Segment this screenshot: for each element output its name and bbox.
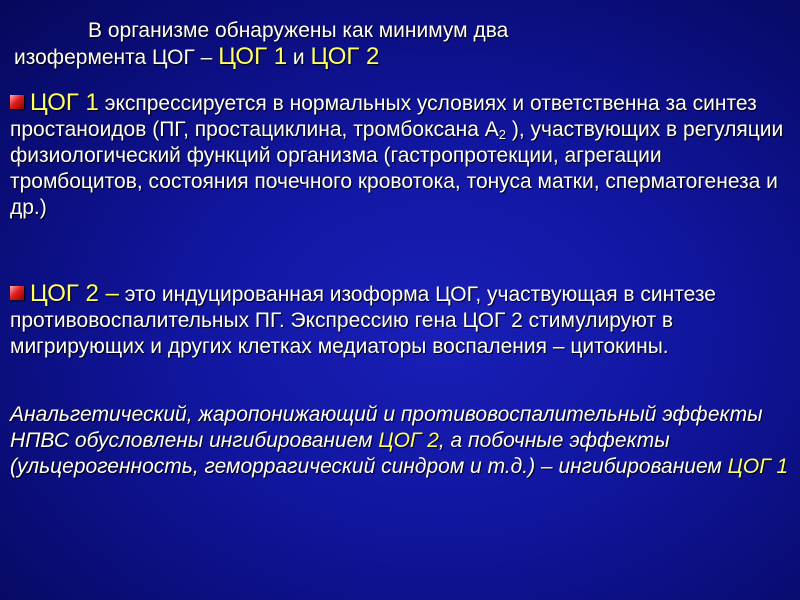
intro-prefix: изофермента ЦОГ – <box>14 46 219 69</box>
conclusion-cog2: ЦОГ 2 <box>378 429 439 452</box>
intro-and: и <box>287 46 311 69</box>
red-square-bullet-icon <box>10 286 24 300</box>
paragraph-cog2-lead: ЦОГ 2 – <box>30 280 119 307</box>
paragraph-cog1 <box>10 90 790 221</box>
paragraph-cog2 <box>10 281 790 360</box>
paragraph-cog1-text-a: экспрессируется в нормальных условиях и ответственна за синтез простаноидов (ПГ, простациклина, тромбоксана А <box>10 92 757 141</box>
intro-line-1: В организме обнаружены как минимум два <box>88 19 509 42</box>
intro-line-2 <box>14 44 784 71</box>
subscript-2: 2 <box>498 127 507 142</box>
red-square-bullet-icon <box>10 95 24 109</box>
conclusion-cog1: ЦОГ 1 <box>727 455 789 478</box>
paragraph-cog2-text: это индуцированная изоформа ЦОГ, участвующая в синтезе противовоспалительных ПГ. Экспрессию гена ЦОГ 2 стимулируют в мигрирующих и других клетках медиаторы воспаления – цитокины. <box>10 283 716 358</box>
intro-text <box>14 18 784 71</box>
conclusion-part-2: , а побочные эффекты (ульцерогенность, геморрагический синдром и т.д.) – ингибированием <box>10 429 728 478</box>
cog2-label: ЦОГ 2 <box>310 43 380 70</box>
paragraph-cog1-text-b: ), участвующих в регуляции физиологический функций организма (гастропротекции, агрегации тромбоцитов, состояния почечного кровотока, тонуса матки, сперматогенеза и др.) <box>10 118 784 219</box>
paragraph-conclusion <box>10 402 790 480</box>
conclusion-part-1: Анальгетический, жаропонижающий и противовоспалительный эффекты НПВС обусловлены ингибированием <box>10 403 763 452</box>
cog1-label: ЦОГ 1 <box>218 43 288 70</box>
paragraph-cog1-lead: ЦОГ 1 <box>30 89 99 116</box>
